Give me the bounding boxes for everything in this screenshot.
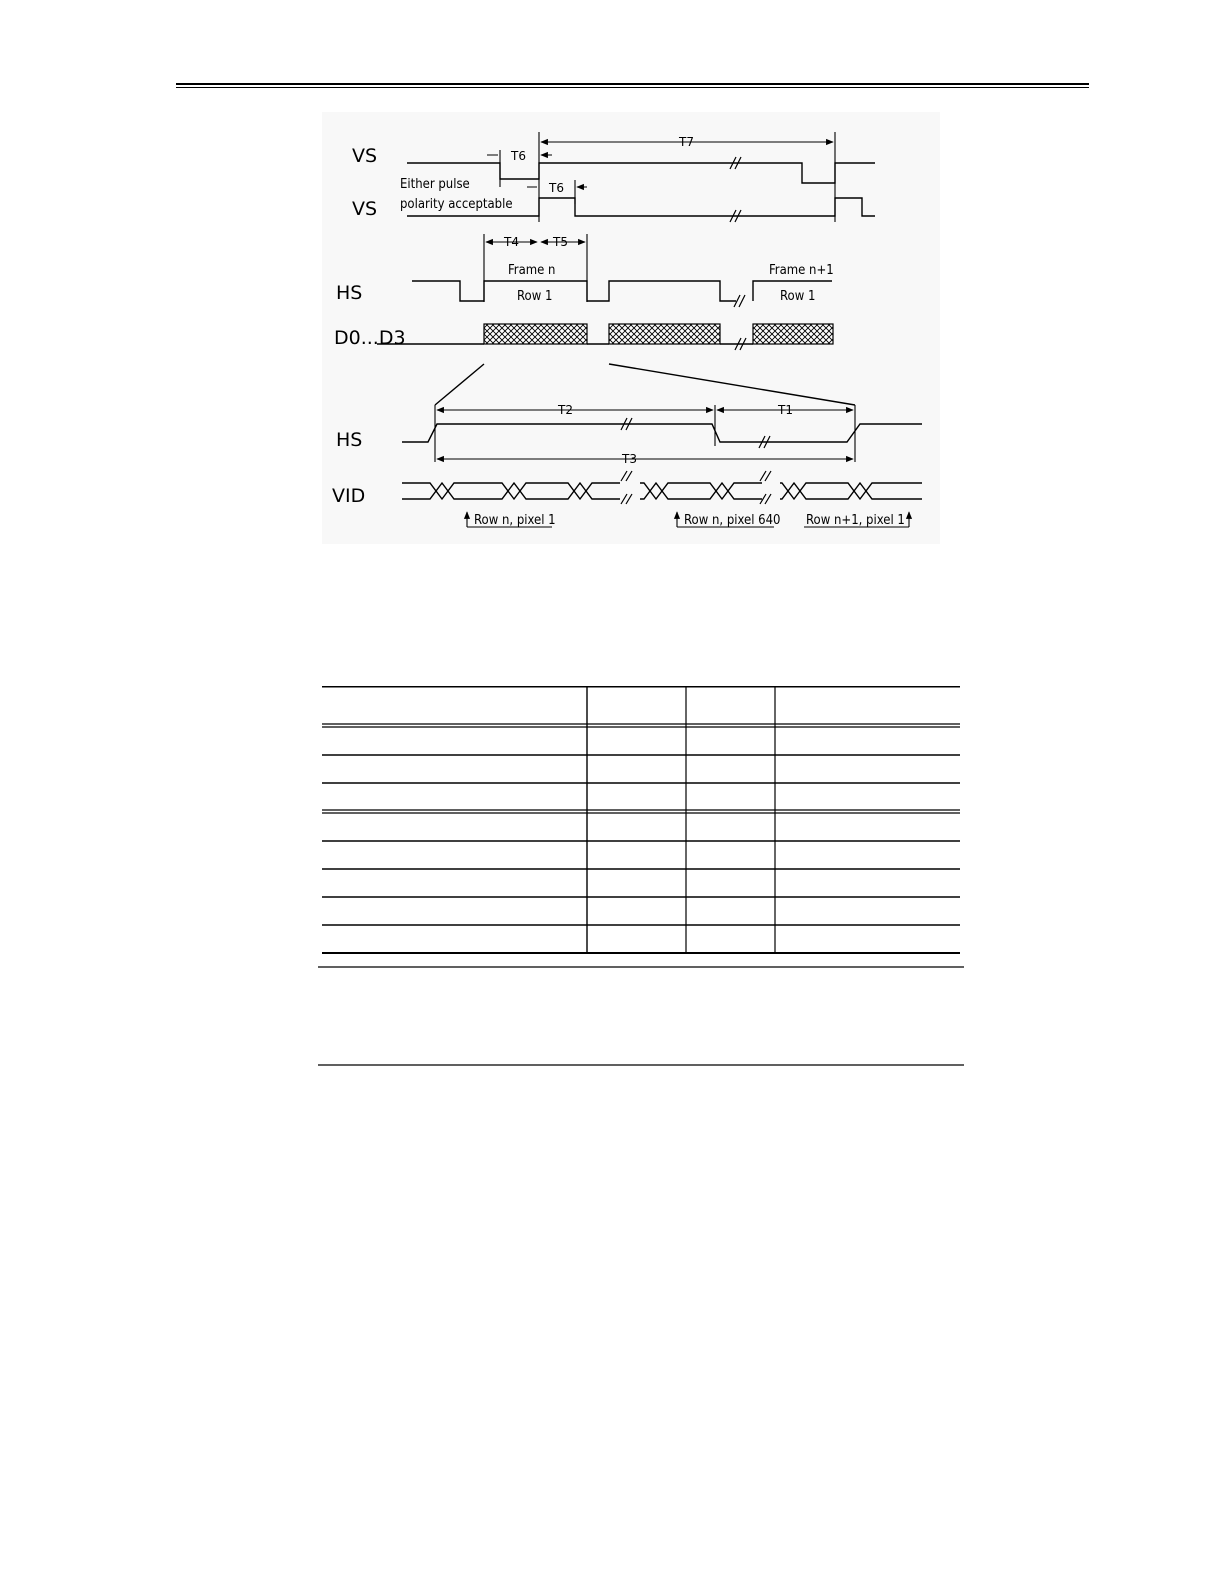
data-label: D0...D3 (334, 327, 406, 349)
hs-zoom-waveform (402, 424, 922, 442)
vid-label: VID (332, 485, 366, 507)
timing-parameter-table (322, 686, 962, 956)
t3-label: T3 (622, 452, 637, 466)
zoom-guide-right (609, 364, 855, 405)
vs2-label: VS (352, 198, 378, 220)
table-row-rule (322, 810, 960, 813)
header-rule-thick (176, 83, 1089, 85)
hs-zoom-label: HS (336, 429, 363, 451)
zoom-guide-left (435, 364, 484, 405)
table-notes-box (318, 966, 964, 1066)
t1-label: T1 (778, 403, 793, 417)
t6a-label: T6 (511, 149, 526, 163)
frame-n-label: Frame n (508, 263, 556, 278)
t7-label: T7 (679, 135, 694, 149)
t5-label: T5 (553, 235, 568, 249)
polarity-note-line2: polarity acceptable (400, 197, 513, 212)
break-mark (621, 494, 632, 504)
pixel1-label: Row n, pixel 1 (474, 513, 556, 528)
t4-label: T4 (504, 235, 519, 249)
header-rule-thin (176, 87, 1089, 88)
vid-bus-bottom (402, 483, 922, 499)
frame-n1-label: Frame n+1 (769, 263, 834, 278)
timing-diagram (322, 112, 940, 544)
row1-label-a: Row 1 (517, 289, 553, 304)
break-mark (621, 471, 632, 481)
t2-label: T2 (558, 403, 573, 417)
break-mark (760, 471, 771, 481)
data-block-2 (609, 324, 720, 344)
t6b-label: T6 (549, 181, 564, 195)
hs-label: HS (336, 282, 363, 304)
polarity-note-line1: Either pulse (400, 177, 470, 192)
data-block-1 (484, 324, 587, 344)
vs1-label: VS (352, 145, 378, 167)
table-header-rule (322, 724, 960, 727)
pixelnext-label: Row n+1, pixel 1 (806, 513, 905, 528)
vs1-waveform (407, 163, 875, 183)
data-block-3 (753, 324, 833, 344)
hs-waveform (412, 281, 832, 301)
row1-label-b: Row 1 (780, 289, 816, 304)
pixel640-label: Row n, pixel 640 (684, 513, 781, 528)
